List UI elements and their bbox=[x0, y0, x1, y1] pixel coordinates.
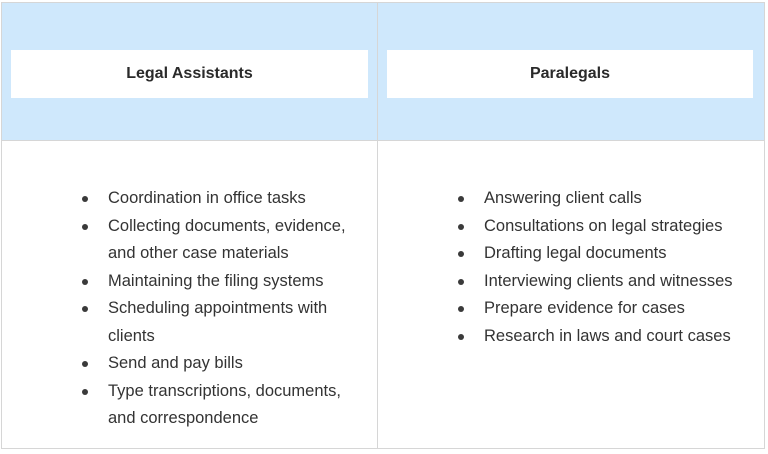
column-header-paralegals: Paralegals bbox=[387, 50, 753, 98]
list-item: Answering client calls bbox=[458, 185, 758, 213]
list-item: Prepare evidence for cases bbox=[458, 295, 758, 323]
list-item: Send and pay bills bbox=[82, 350, 372, 378]
header-cell-legal-assistants bbox=[2, 3, 378, 140]
list-item: Interviewing clients and witnesses bbox=[458, 268, 758, 296]
list-item: Type transcriptions, documents, and correspondence bbox=[82, 378, 372, 433]
list-item: Research in laws and court cases bbox=[458, 323, 758, 351]
list-item: Collecting documents, evidence, and other case materials bbox=[82, 213, 372, 268]
paralegals-duties-list bbox=[458, 185, 758, 350]
comparison-table bbox=[1, 2, 765, 449]
body-cell-paralegals bbox=[378, 140, 764, 448]
legal-assistants-duties-list bbox=[82, 185, 372, 433]
body-cell-legal-assistants bbox=[2, 140, 378, 448]
list-item: Drafting legal documents bbox=[458, 240, 758, 268]
column-header-legal-assistants: Legal Assistants bbox=[11, 50, 368, 98]
list-item: Scheduling appointments with clients bbox=[82, 295, 372, 350]
header-cell-paralegals bbox=[378, 3, 764, 140]
list-item: Maintaining the filing systems bbox=[82, 268, 372, 296]
list-item: Consultations on legal strategies bbox=[458, 213, 758, 241]
list-item: Coordination in office tasks bbox=[82, 185, 372, 213]
